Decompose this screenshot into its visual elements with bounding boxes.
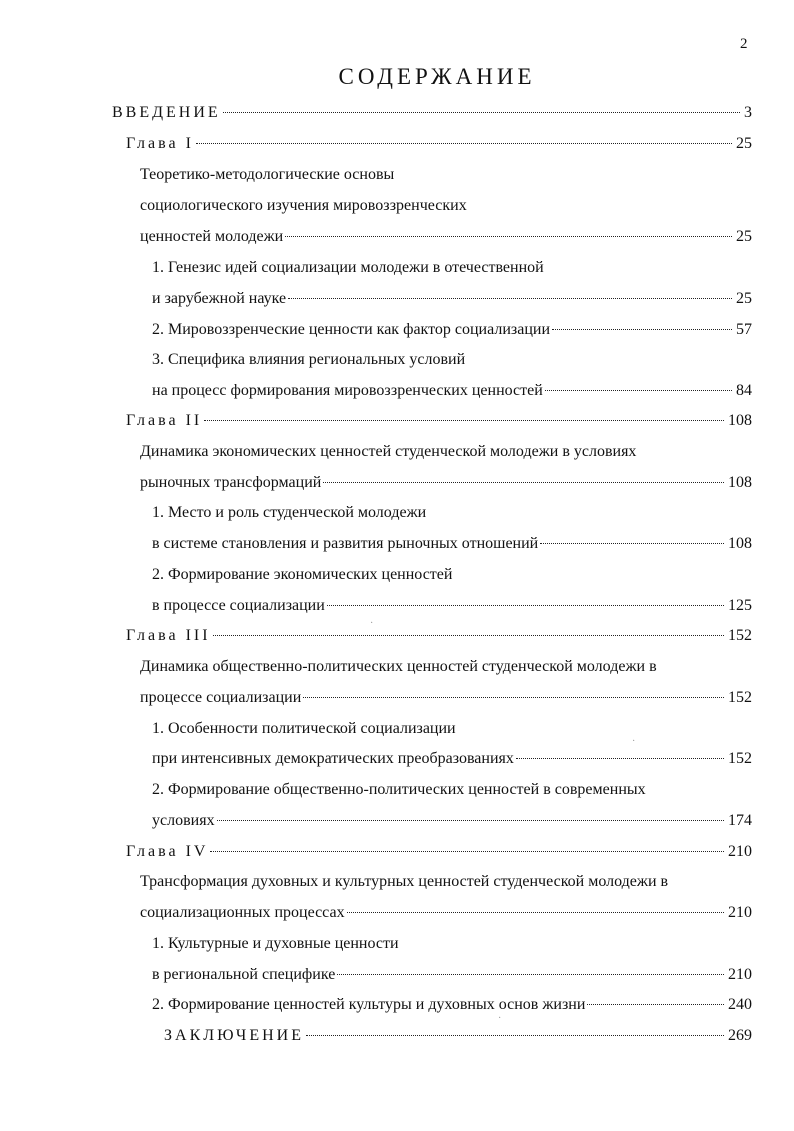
- toc-entry-text: Глава III: [126, 627, 211, 644]
- dot-leader: [327, 605, 724, 606]
- toc-entry-page: 125: [728, 597, 752, 614]
- toc-entry: [140, 443, 636, 465]
- toc-entry: [152, 290, 752, 312]
- toc-entry-text: 2. Мировоззренческие ценности как фактор социализации: [152, 321, 551, 338]
- scan-speck: ·: [498, 1013, 502, 1024]
- toc-entry-page: 152: [728, 750, 752, 767]
- toc-entry: [152, 259, 544, 281]
- toc-entry-page: 210: [728, 966, 752, 983]
- dot-leader: [347, 912, 724, 913]
- dot-leader: [516, 758, 724, 759]
- dot-leader: [213, 635, 724, 636]
- toc-entry-text: Динамика экономических ценностей студенческой молодежи в условиях: [140, 443, 637, 460]
- dot-leader: [337, 974, 724, 975]
- scan-speck: ·: [632, 736, 636, 747]
- toc-entry: [152, 382, 752, 404]
- toc-entry: [140, 197, 467, 219]
- dot-leader: [223, 112, 740, 113]
- toc-entry-text: Трансформация духовных и культурных ценностей студенческой молодежи в: [140, 873, 669, 890]
- toc-entry-page: 210: [728, 843, 752, 860]
- dot-leader: [323, 482, 724, 483]
- dot-leader: [288, 298, 732, 299]
- toc-entry: [152, 812, 752, 834]
- toc-entry-text: Глава IV: [126, 843, 209, 860]
- toc-entry-text: 3. Специфика влияния региональных условий: [152, 351, 466, 368]
- page-title: СОДЕРЖАНИЕ: [338, 64, 536, 89]
- toc-entry-text: в региональной специфике: [152, 966, 336, 983]
- toc-entry-text: 2. Формирование экономических ценностей: [152, 566, 453, 583]
- toc-entry: [140, 166, 394, 188]
- toc-entry: [152, 351, 465, 373]
- toc-entry: [140, 228, 752, 250]
- dot-leader: [545, 390, 732, 391]
- toc-entry: [152, 504, 426, 526]
- toc-entry-page: 152: [728, 627, 752, 644]
- dot-leader: [540, 543, 724, 544]
- dot-leader: [210, 851, 724, 852]
- toc-entry: [152, 566, 452, 588]
- toc-entry: [126, 627, 752, 649]
- dot-leader: [217, 820, 724, 821]
- toc-entry: [140, 689, 752, 711]
- toc-entry: [140, 873, 668, 895]
- toc-entry-text: социологического изучения мировоззренческих: [140, 197, 467, 214]
- toc-entry: [152, 321, 752, 343]
- toc-entry: [152, 781, 646, 803]
- dot-leader: [303, 697, 724, 698]
- toc-entry-page: 25: [736, 228, 752, 245]
- toc-entry: [140, 658, 657, 680]
- toc-entry-page: 108: [728, 535, 752, 552]
- toc-entry: [112, 104, 752, 126]
- toc-entry: [140, 904, 752, 926]
- toc-entry-page: 57: [736, 321, 752, 338]
- toc-entry-text: 1. Культурные и духовные ценности: [152, 935, 399, 952]
- toc-entry: [126, 412, 752, 434]
- toc-entry-text: в процессе социализации: [152, 597, 325, 614]
- dot-leader: [306, 1035, 724, 1036]
- toc-entry-page: 84: [736, 382, 752, 399]
- toc-entry-text: Глава I: [126, 135, 194, 152]
- toc-entry: [152, 750, 752, 772]
- toc-entry-text: условиях: [152, 812, 215, 829]
- dot-leader: [204, 420, 724, 421]
- scan-speck: ·: [370, 618, 374, 629]
- toc-entry-text: 1. Особенности политической социализации: [152, 720, 456, 737]
- toc-entry-text: рыночных трансформаций: [140, 474, 322, 491]
- page-number: 2: [740, 36, 748, 52]
- toc-entry-page: 108: [728, 412, 752, 429]
- dot-leader: [552, 329, 732, 330]
- dot-leader: [196, 143, 732, 144]
- toc-entry-text: на процесс формирования мировоззренческих ценностей: [152, 382, 543, 399]
- toc-entry-text: ценностей молодежи: [140, 228, 284, 245]
- toc-entry-page: 108: [728, 474, 752, 491]
- toc-entry: [126, 135, 752, 157]
- dot-leader: [587, 1004, 724, 1005]
- toc-entry-page: 174: [728, 812, 752, 829]
- toc-entry: [140, 474, 752, 496]
- toc-entry-page: 269: [728, 1027, 752, 1044]
- toc-entry-text: процессе социализации: [140, 689, 302, 706]
- toc-entry-page: 25: [736, 290, 752, 307]
- toc-entry-page: 3: [744, 104, 752, 121]
- toc-entry: [152, 720, 456, 742]
- toc-entry: [152, 535, 752, 557]
- toc-entry: [152, 597, 752, 619]
- toc-entry-text: при интенсивных демократических преобразованиях: [152, 750, 514, 767]
- toc-entry-text: Теоретико-методологические основы: [140, 166, 395, 183]
- toc-entry-page: 152: [728, 689, 752, 706]
- toc-entry-page: 240: [728, 996, 752, 1013]
- toc-entry-text: ЗАКЛЮЧЕНИЕ: [164, 1027, 304, 1044]
- dot-leader: [285, 236, 732, 237]
- toc-entry-text: ВВЕДЕНИЕ: [112, 104, 221, 121]
- toc-entry-text: 1. Место и роль студенческой молодежи: [152, 504, 427, 521]
- toc-entry-text: Динамика общественно-политических ценностей студенческой молодежи в: [140, 658, 657, 675]
- toc-entry: [152, 966, 752, 988]
- toc-entry: [164, 1027, 752, 1049]
- toc-entry-text: Глава II: [126, 412, 203, 429]
- toc-entry: [152, 996, 752, 1018]
- toc-entry-page: 210: [728, 904, 752, 921]
- toc-entry: [126, 843, 752, 865]
- toc-entry-text: и зарубежной науке: [152, 290, 287, 307]
- toc-entry: [152, 935, 399, 957]
- toc-entry-text: 2. Формирование ценностей культуры и духовных основ жизни: [152, 996, 586, 1013]
- toc-entry-page: 25: [736, 135, 752, 152]
- toc-entry-text: в системе становления и развития рыночных отношений: [152, 535, 539, 552]
- toc-entry-text: социализационных процессах: [140, 904, 345, 921]
- toc-entry-text: 1. Генезис идей социализации молодежи в отечественной: [152, 259, 544, 276]
- toc-entry-text: 2. Формирование общественно-политических ценностей в современных: [152, 781, 646, 798]
